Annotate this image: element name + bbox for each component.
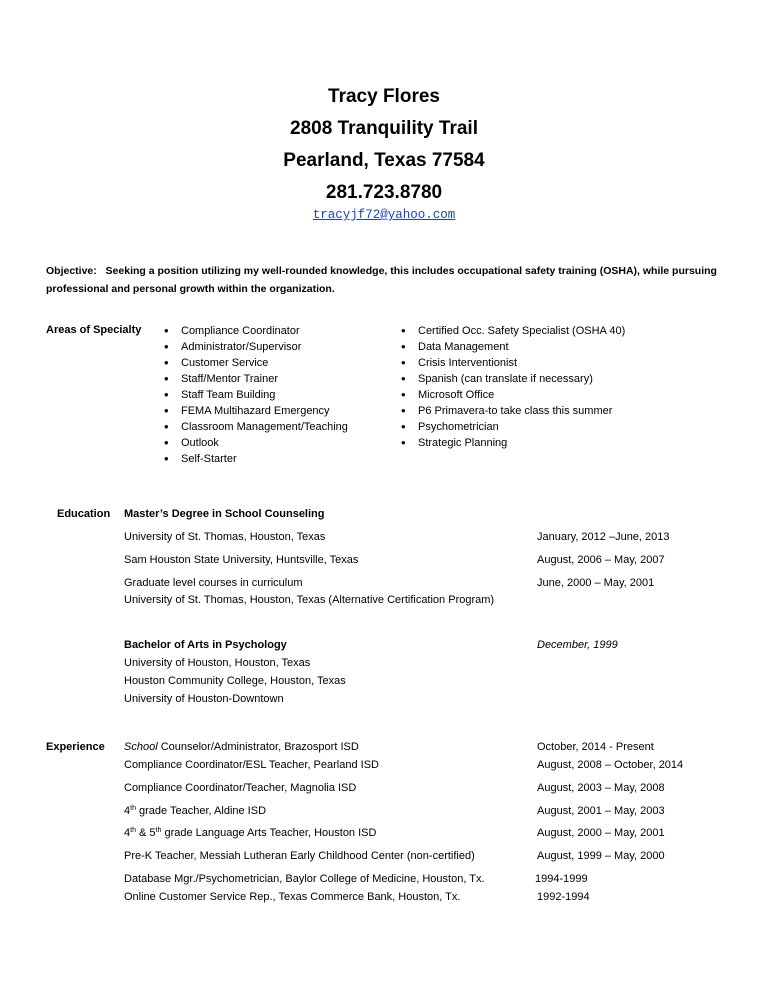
objective-text: Seeking a position utilizing my well-rounded knowledge, this includes occupational safety training (OSHA), while pursuing professional and personal growth within the organization. xyxy=(46,265,717,295)
job-date: August, 2003 – May, 2008 xyxy=(537,782,665,794)
education-place: Graduate level courses in curriculum xyxy=(124,577,303,589)
job-title xyxy=(124,827,376,839)
education-date: January, 2012 –June, 2013 xyxy=(537,531,670,543)
job-date: August, 2000 – May, 2001 xyxy=(537,827,665,839)
grade-suffix: th xyxy=(130,827,136,834)
education-place: Sam Houston State University, Huntsville, Texas xyxy=(124,554,359,566)
list-item: • Staff/Mentor Trainer xyxy=(164,371,348,387)
list-item: • Strategic Planning xyxy=(401,435,625,451)
objective-section xyxy=(46,262,736,298)
list-item: • P6 Primavera-to take class this summer xyxy=(401,403,625,419)
grade-joiner: & 5 xyxy=(135,827,156,839)
job-title xyxy=(124,805,266,817)
education-place: University of Houston, Houston, Texas xyxy=(124,657,311,669)
job-title-rest: grade Language Arts Teacher, Houston ISD xyxy=(161,827,377,839)
education-place-detail: University of St. Thomas, Houston, Texas (Alternative Certification Program) xyxy=(124,594,495,606)
job-title: Compliance Coordinator/Teacher, Magnolia ISD xyxy=(124,782,357,794)
objective-label: Objective: xyxy=(46,265,97,277)
grade-suffix: th xyxy=(130,805,136,812)
city-state-zip: Pearland, Texas 77584 xyxy=(283,150,485,171)
email-line xyxy=(0,208,768,222)
education-place: University of St. Thomas, Houston, Texas xyxy=(124,531,326,543)
education-label: Education xyxy=(57,508,111,520)
job-date: 1992-1994 xyxy=(537,891,590,903)
education-place: Houston Community College, Houston, Texas xyxy=(124,675,346,687)
list-item: • Customer Service xyxy=(164,355,348,371)
job-title-rest: grade Teacher, Aldine ISD xyxy=(135,805,267,817)
job-title xyxy=(124,741,359,753)
job-title: Database Mgr./Psychometrician, Baylor College of Medicine, Houston, Tx. xyxy=(124,873,485,885)
specialty-list-right xyxy=(401,323,625,451)
job-date: 1994-1999 xyxy=(535,873,588,885)
job-date: August, 2008 – October, 2014 xyxy=(537,759,684,771)
list-item: • Data Management xyxy=(401,339,625,355)
list-item: • Compliance Coordinator xyxy=(164,323,348,339)
email-link[interactable]: tracyjf72@yahoo.com xyxy=(312,208,456,222)
job-title-italic: School xyxy=(124,741,158,753)
list-item: • Spanish (can translate if necessary) xyxy=(401,371,625,387)
list-item: • Psychometrician xyxy=(401,419,625,435)
street-address: 2808 Tranquility Trail xyxy=(290,118,478,139)
job-title-rest: Counselor/Administrator, Brazosport ISD xyxy=(157,741,359,753)
bachelors-date: December, 1999 xyxy=(537,639,618,651)
specialty-list-left xyxy=(164,323,348,467)
education-date: June, 2000 – May, 2001 xyxy=(537,577,655,589)
grade-number: 4 xyxy=(124,827,131,839)
job-title: Online Customer Service Rep., Texas Commerce Bank, Houston, Tx. xyxy=(124,891,461,903)
list-item: • Self-Starter xyxy=(164,451,348,467)
list-item: • Outlook xyxy=(164,435,348,451)
education-place: University of Houston-Downtown xyxy=(124,693,284,705)
job-date: August, 1999 – May, 2000 xyxy=(537,850,665,862)
list-item: • Crisis Interventionist xyxy=(401,355,625,371)
list-item: • Certified Occ. Safety Specialist (OSHA 40) xyxy=(401,323,625,339)
list-item: • Classroom Management/Teaching xyxy=(164,419,348,435)
list-item: • FEMA Multihazard Emergency xyxy=(164,403,348,419)
experience-label: Experience xyxy=(46,741,105,753)
grade-number: 4 xyxy=(124,805,131,817)
list-item: • Microsoft Office xyxy=(401,387,625,403)
grade-suffix: th xyxy=(155,827,162,834)
masters-degree: Master’s Degree in School Counseling xyxy=(124,508,325,520)
job-date: August, 2001 – May, 2003 xyxy=(537,805,665,817)
specialty-label: Areas of Specialty xyxy=(46,324,142,336)
list-item: • Administrator/Supervisor xyxy=(164,339,348,355)
contact-header xyxy=(0,86,768,214)
job-title: Compliance Coordinator/ESL Teacher, Pearland ISD xyxy=(124,759,379,771)
bachelors-degree: Bachelor of Arts in Psychology xyxy=(124,639,287,651)
job-title: Pre-K Teacher, Messiah Lutheran Early Childhood Center (non-certified) xyxy=(124,850,475,862)
phone-number: 281.723.8780 xyxy=(325,182,443,203)
education-date: August, 2006 – May, 2007 xyxy=(537,554,665,566)
list-item: • Staff Team Building xyxy=(164,387,348,403)
applicant-name: Tracy Flores xyxy=(328,86,440,107)
job-date: October, 2014 - Present xyxy=(537,741,654,753)
